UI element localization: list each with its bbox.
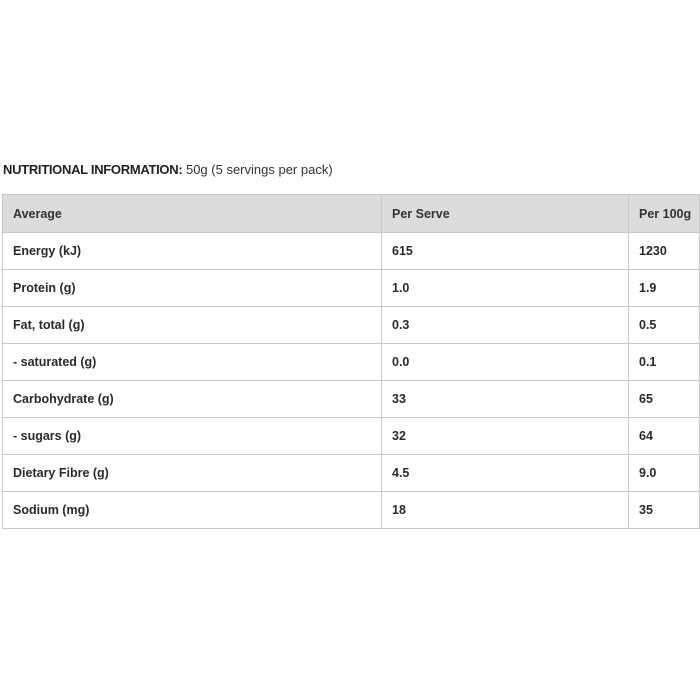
nutrition-heading-title: NUTRITIONAL INFORMATION: — [3, 162, 183, 177]
nutrient-name: - saturated (g) — [3, 344, 382, 381]
per-100g-value: 9.0 — [629, 455, 700, 492]
per-serve-value: 33 — [382, 381, 629, 418]
per-serve-value: 615 — [382, 233, 629, 270]
table-row — [3, 492, 700, 529]
per-100g-value: 64 — [629, 418, 700, 455]
per-100g-value: 35 — [629, 492, 700, 529]
column-header-per-100g: Per 100g — [629, 195, 700, 233]
table-row — [3, 381, 700, 418]
nutrient-name: Fat, total (g) — [3, 307, 382, 344]
table-row — [3, 233, 700, 270]
nutrition-heading — [3, 160, 333, 180]
per-serve-value: 0.0 — [382, 344, 629, 381]
table-header-row — [3, 195, 700, 233]
per-100g-value: 1230 — [629, 233, 700, 270]
table-row — [3, 307, 700, 344]
table-row — [3, 418, 700, 455]
table-row — [3, 455, 700, 492]
per-100g-value: 65 — [629, 381, 700, 418]
per-100g-value: 0.1 — [629, 344, 700, 381]
column-header-per-serve: Per Serve — [382, 195, 629, 233]
per-100g-value: 0.5 — [629, 307, 700, 344]
table-row — [3, 344, 700, 381]
per-100g-value: 1.9 — [629, 270, 700, 307]
nutrient-name: Sodium (mg) — [3, 492, 382, 529]
per-serve-value: 32 — [382, 418, 629, 455]
nutrient-name: Dietary Fibre (g) — [3, 455, 382, 492]
column-header-average: Average — [3, 195, 382, 233]
per-serve-value: 1.0 — [382, 270, 629, 307]
per-serve-value: 0.3 — [382, 307, 629, 344]
nutrient-name: Protein (g) — [3, 270, 382, 307]
table-row — [3, 270, 700, 307]
per-serve-value: 18 — [382, 492, 629, 529]
nutrition-table — [2, 194, 700, 529]
nutrient-name: Carbohydrate (g) — [3, 381, 382, 418]
nutrient-name: Energy (kJ) — [3, 233, 382, 270]
nutrient-name: - sugars (g) — [3, 418, 382, 455]
nutrition-heading-subtitle: 50g (5 servings per pack) — [182, 162, 333, 177]
per-serve-value: 4.5 — [382, 455, 629, 492]
